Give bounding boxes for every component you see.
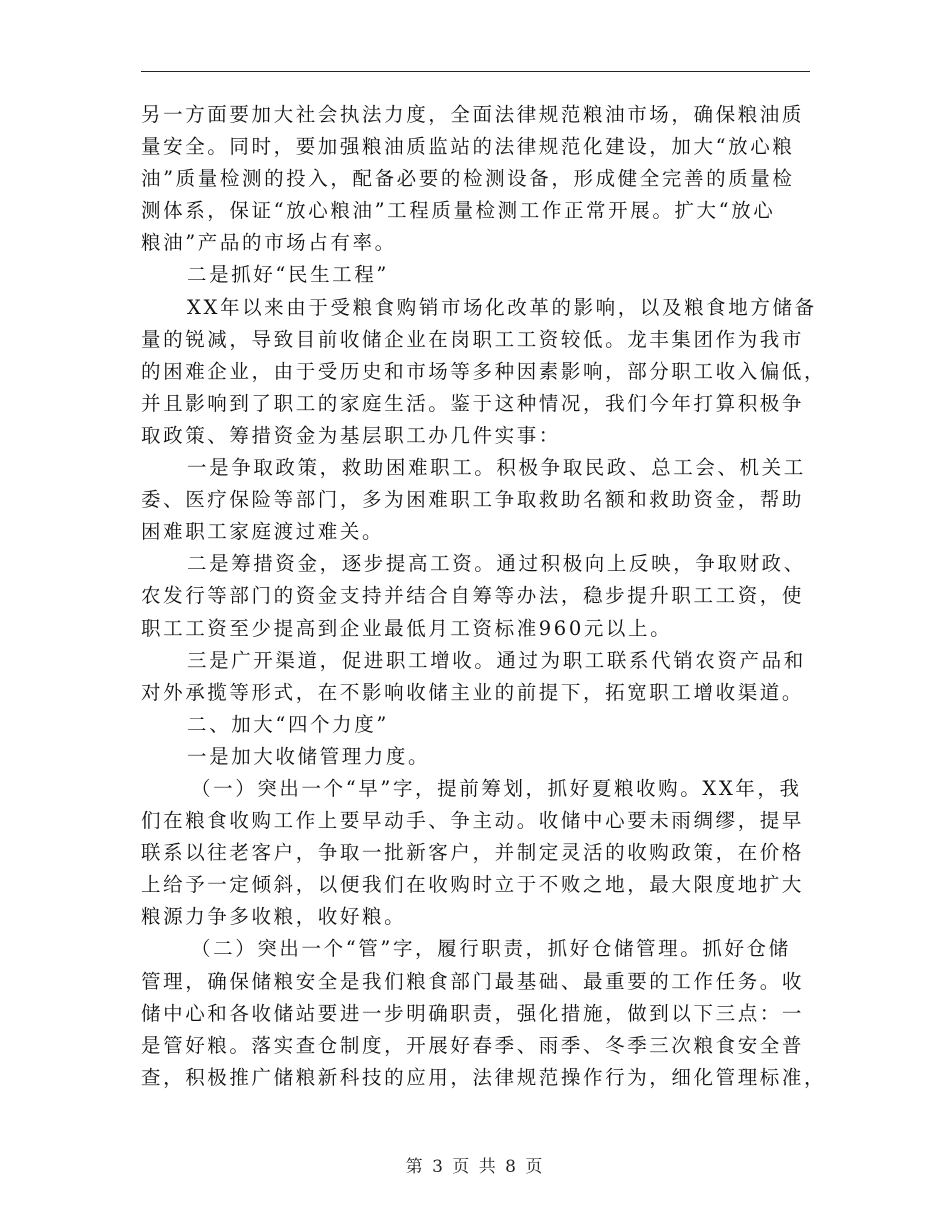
- text-line: 油”质量检测的投入，配备必要的检测设备，形成健全完善的质量检: [141, 167, 795, 191]
- text-line: 困难职工家庭渡过难关。: [141, 520, 385, 544]
- text-line: 职工工资至少提高到企业最低月工资标准960元以上。: [141, 616, 673, 640]
- text-line: （二）突出一个“管”字，履行职责，抓好仓储管理。抓好仓储: [191, 937, 791, 961]
- text-line: 二是抓好“民生工程”: [187, 263, 389, 287]
- text-line: 三是广开渠道，促进职工增收。通过为职工联系代销农资产品和: [187, 648, 806, 672]
- text-line: 粮源力争多收粮，收好粮。: [141, 905, 407, 929]
- text-line: 二、加大“四个力度”: [187, 712, 389, 736]
- text-line: XX年以来由于受粮食购销市场化改革的影响，以及粮食地方储备: [187, 295, 817, 319]
- text-line: 二是筹措资金，逐步提高工资。通过积极向上反映，争取财政、: [187, 552, 806, 576]
- text-line: 的困难企业，由于受历史和市场等多种因素影响，部分职工收入偏低，: [141, 359, 827, 383]
- text-line: 并且影响到了职工的家庭生活。鉴于这种情况，我们今年打算积极争: [141, 391, 805, 415]
- document-body: [141, 99, 827, 1094]
- text-line: 上给予一定倾斜，以便我们在收购时立于不败之地，最大限度地扩大: [141, 873, 805, 897]
- text-line: 农发行等部门的资金支持并结合自筹等办法，稳步提升职工工资，使: [141, 584, 805, 608]
- text-line: 委、医疗保险等部门，多为困难职工争取救助名额和救助资金，帮助: [141, 488, 805, 512]
- text-line: 一是争取政策，救助困难职工。积极争取民政、总工会、机关工: [187, 456, 806, 480]
- text-line: 取政策、筹措资金为基层职工办几件实事：: [141, 423, 561, 447]
- page-footer: 第 3 页 共 8 页: [405, 1157, 545, 1177]
- text-line: 联系以往老客户，争取一批新客户，并制定灵活的收购政策，在价格: [141, 841, 805, 865]
- header-rule: [141, 71, 810, 72]
- text-line: 们在粮食收购工作上要早动手、争主动。收储中心要未雨绸缪，提早: [141, 809, 805, 833]
- text-line: 一是加大收储管理力度。: [187, 744, 431, 768]
- text-line: 测体系，保证“放心粮油”工程质量检测工作正常开展。扩大“放心: [141, 199, 776, 223]
- text-line: 对外承揽等形式，在不影响收储主业的前提下，拓宽职工增收渠道。: [141, 680, 805, 704]
- text-line: 另一方面要加大社会执法力度，全面法律规范粮油市场，确保粮油质: [141, 103, 805, 126]
- text-line: 管理，确保储粮安全是我们粮食部门最基础、最重要的工作任务。收: [141, 969, 805, 993]
- text-line: 量的锐减，导致目前收储企业在岗职工工资较低。龙丰集团作为我市: [141, 327, 805, 351]
- text-line: 量安全。同时，要加强粮油质监站的法律规范化建设，加大“放心粮: [141, 135, 795, 159]
- text-line: （一）突出一个“早”字，提前筹划，抓好夏粮收购。XX年，我: [191, 776, 802, 800]
- text-line: 粮油”产品的市场占有率。: [141, 231, 397, 255]
- text-line: 查，积极推广储粮新科技的应用，法律规范操作行为，细化管理标准，: [141, 1065, 827, 1089]
- text-line: 储中心和各收储站要进一步明确职责，强化措施，做到以下三点：一: [141, 1001, 805, 1025]
- text-line: 是管好粮。落实查仓制度，开展好春季、雨季、冬季三次粮食安全普: [141, 1033, 805, 1057]
